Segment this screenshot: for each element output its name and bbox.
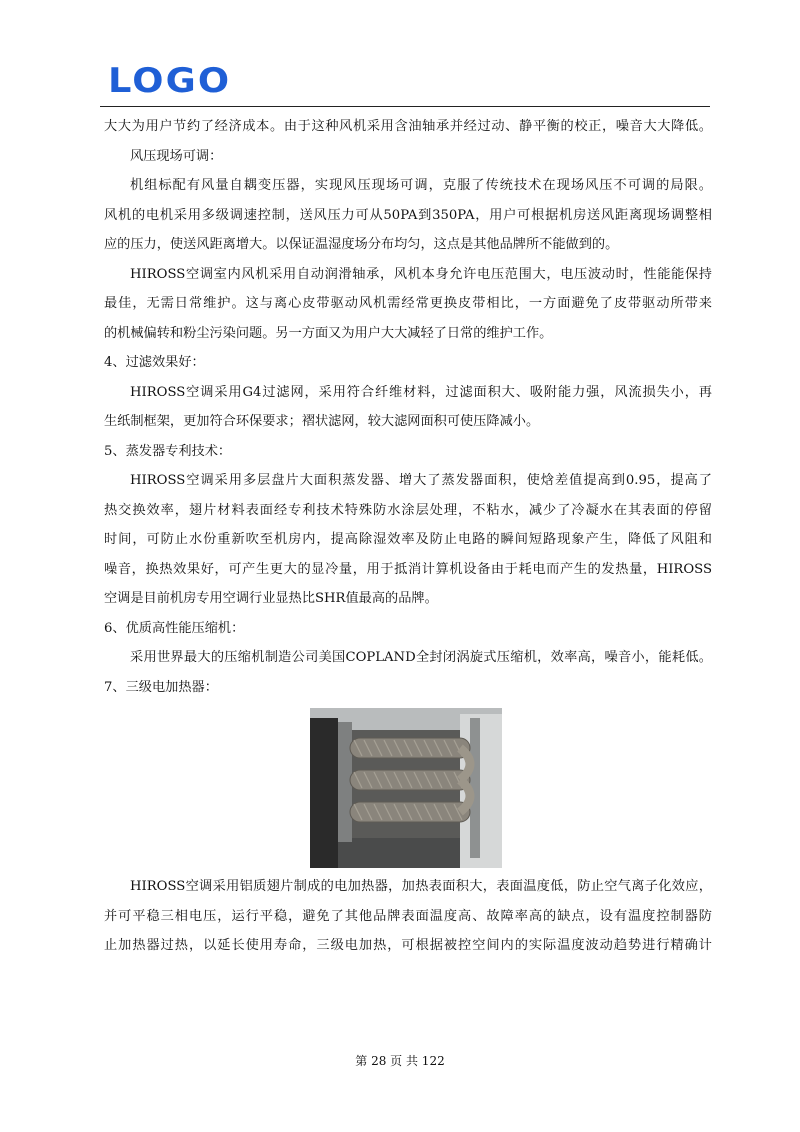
paragraph-line: 最佳，无需日常维护。这与离心皮带驱动风机需经常更换皮带相比，一方面避免了皮带驱动所带来 [104, 296, 712, 311]
paragraph-line: 空调是目前机房专用空调行业显热比SHR值最高的品牌。 [104, 591, 438, 606]
section-heading: 风压现场可调： [130, 148, 223, 164]
paragraph-line: 热交换效率，翅片材料表面经专利技术特殊防水涂层处理，不粘水，减少了冷凝水在其表面的停留 [104, 502, 712, 518]
section-heading: 5、蒸发器专利技术： [104, 443, 232, 459]
paragraph-line: 噪音，换热效果好，可产生更大的显冷量，用于抵消计算机设备由于耗电而产生的发热量，HIROSS [104, 561, 712, 577]
document-body [104, 112, 712, 961]
paragraph-line: 时间，可防止水份重新吹至机房内，提高除湿效率及防止电路的瞬间短路现象产生，降低了风阻和 [104, 532, 712, 547]
header-rule [100, 106, 710, 107]
paragraph-line: 止加热器过热，以延长使用寿命，三级电加热，可根据被控空间内的实际温度波动趋势进行精确计 [104, 938, 712, 953]
paragraph-line: 机组标配有风量自耦变压器，实现风压现场可调，克服了传统技术在现场风压不可调的局限。 [130, 178, 712, 193]
paragraph-line: 风机的电机采用多级调速控制，送风压力可从50PA到350PA，用户可根据机房送风距离现场调整相 [104, 207, 712, 223]
paragraph-line: 大大为用户节约了经济成本。由于这种风机采用含油轴承并经过动、静平衡的校正，噪音大大降低。 [104, 119, 712, 134]
paragraph-line: 应的压力，使送风距离增大。以保证温湿度场分布均匀，这点是其他品牌所不能做到的。 [104, 237, 619, 252]
paragraph-line: HIROSS空调采用多层盘片大面积蒸发器、增大了蒸发器面积，使焓差值提高到0.95，提高了 [130, 473, 712, 488]
paragraph-line: 采用世界最大的压缩机制造公司美国COPLAND全封闭涡旋式压缩机，效率高，噪音小，能耗低。 [130, 650, 712, 665]
paragraph-line: 的机械偏转和粉尘污染问题。另一方面又为用户大大减轻了日常的维护工作。 [104, 325, 553, 341]
section-heading: 6、优质高性能压缩机： [104, 620, 245, 636]
paragraph-line: 生纸制框架，更加符合环保要求；褶状滤网，较大滤网面积可使压降减小。 [104, 414, 540, 429]
figure-container [104, 708, 712, 872]
paragraph-line: HIROSS空调采用G4过滤网，采用符合纤维材料，过滤面积大、吸附能力强，风流损失小，再 [130, 384, 712, 400]
page-number: 第 28 页 共 122 [355, 1054, 445, 1068]
paragraph-line: 并可平稳三相电压，运行平稳，避免了其他品牌表面温度高、故障率高的缺点，设有温度控制器防 [104, 908, 712, 924]
section-heading: 7、三级电加热器： [104, 679, 218, 695]
electric-heater-photo [310, 708, 502, 868]
paragraph-line: HIROSS空调采用铝质翅片制成的电加热器，加热表面积大，表面温度低，防止空气离子化效应， [130, 879, 712, 894]
paragraph-line: HIROSS空调室内风机采用自动润滑轴承，风机本身允许电压范围大，电压波动时，性能能保持 [130, 266, 712, 282]
logo: LOGO [108, 61, 232, 101]
section-heading: 4、过滤效果好： [104, 355, 205, 370]
